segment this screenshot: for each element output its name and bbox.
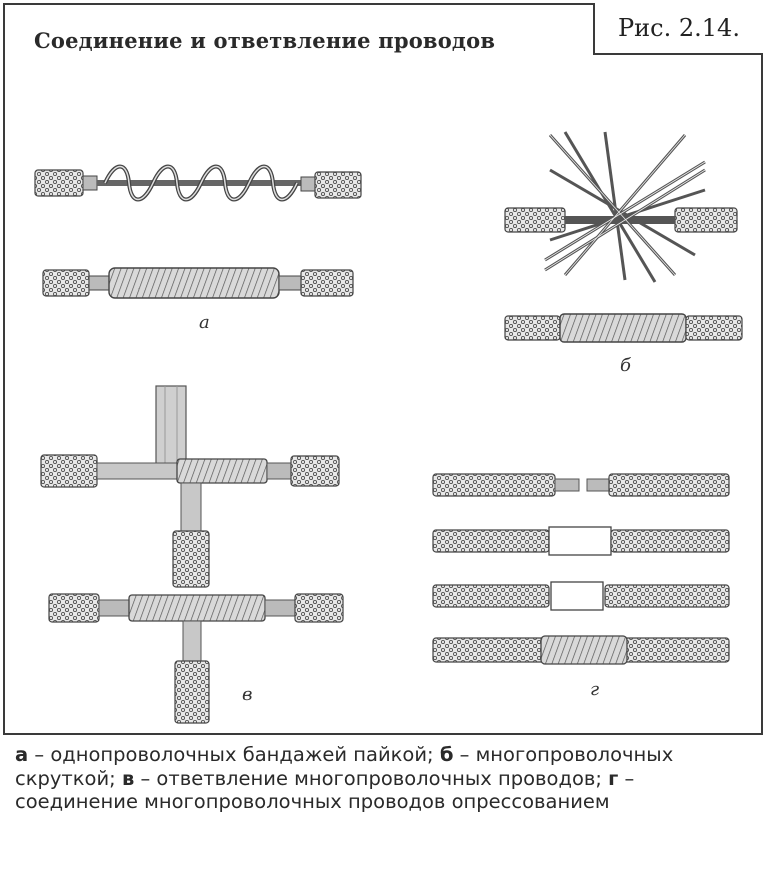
diagram-a-soldered-bandage [43, 268, 353, 298]
wire-joints-illustration [5, 60, 760, 730]
label-v: в [242, 684, 253, 705]
caption-key-a: а [15, 743, 29, 766]
caption-text-a: – однопроволочных бандажей пайкой; [28, 743, 440, 766]
caption-text-v: – ответвление многопроволочных проводов; [134, 766, 609, 790]
figure-number-box [593, 3, 763, 55]
caption-text-b: – многопроволочных скруткой; [15, 743, 674, 790]
diagram-a-twisted-joint [35, 167, 361, 200]
figure-number: Рис. 2.14. [618, 14, 740, 42]
diagram-g-crimp-step-4 [433, 636, 729, 664]
diagram-g-crimp-step-1 [433, 474, 729, 496]
caption-key-v: в [121, 766, 135, 790]
label-b: б [620, 355, 631, 376]
caption-text-g: – соединение многопроволочных проводов опрессованием [15, 766, 635, 813]
diagram-v-branch-top [41, 386, 339, 587]
caption-key-b: б [439, 743, 454, 766]
label-g: г [590, 679, 600, 700]
label-a: а [199, 312, 210, 333]
figure-title: Соединение и ответвление проводов [34, 28, 496, 53]
figure-caption [3, 733, 763, 865]
caption-key-g: г [608, 766, 619, 790]
diagram-g-crimp-step-3 [433, 582, 729, 610]
diagram-g-crimp-step-2 [433, 527, 729, 555]
diagram-v-branch-bottom [49, 594, 343, 723]
diagram-b-twisted-joint [505, 314, 742, 342]
diagram-b-spread-strands [505, 132, 737, 282]
